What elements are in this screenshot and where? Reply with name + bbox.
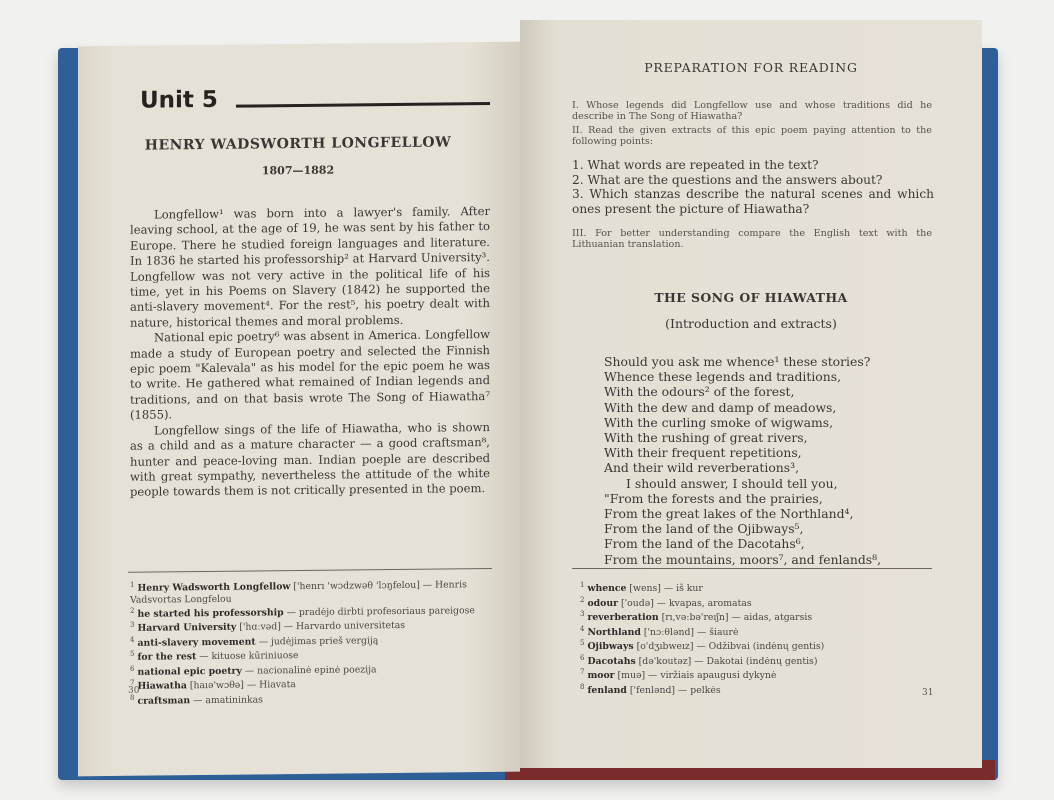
footnote-number: 7 <box>130 679 135 688</box>
footnote-number: 6 <box>580 653 585 662</box>
poem-line: With the odours² of the forest, <box>604 384 795 400</box>
footnote-gloss: — judėjimas prieš vergiją <box>258 635 379 648</box>
footnotes <box>580 580 930 696</box>
footnote <box>130 689 492 707</box>
poem-line: I should answer, I should tell you, <box>626 475 838 491</box>
footnote-divider <box>572 568 932 569</box>
footnote-number: 8 <box>580 682 585 691</box>
poem-line: And their wild reverberations³, <box>604 460 800 476</box>
footnote-gloss: ['oudə] — kvapas, aromatas <box>620 597 752 609</box>
footnote-number: 1 <box>580 581 585 589</box>
poem-line: With the rushing of great rivers, <box>604 430 808 446</box>
footnote-term: fenland <box>587 684 627 696</box>
footnote-gloss: [rı,vəːbə'reıʃn] — aidas, atgarsis <box>661 612 813 624</box>
footnote-number: 8 <box>130 693 135 702</box>
biography-text <box>130 204 490 500</box>
footnote-number: 3 <box>130 621 135 630</box>
task-2: II. Read the given extracts of this epic poem paying attention to the following points: <box>572 125 932 147</box>
footnote-term: for the rest <box>137 651 197 664</box>
footnote <box>580 638 930 653</box>
question: 1. What words are repeated in the text? <box>572 158 819 172</box>
poem-text <box>604 354 881 567</box>
footnote-gloss: — nacionalinė epinė poezija <box>244 664 377 677</box>
poem-title: THE SONG OF HIAWATHA <box>654 290 848 305</box>
footnote <box>580 580 930 595</box>
question-list <box>572 158 934 216</box>
footnote-divider <box>128 568 492 573</box>
poem-line: From the mountains, moors⁷, and fenlands⁸, <box>604 551 882 567</box>
footnote-term: anti-slavery movement <box>137 636 256 649</box>
footnote-term: national epic poetry <box>137 665 242 678</box>
poem-line: With the dew and damp of meadows, <box>604 399 837 415</box>
footnote-term: reverberation <box>587 612 659 624</box>
poem-line: From the great lakes of the Northland⁴, <box>604 506 854 522</box>
poem-line: "From the forests and the prairies, <box>604 490 823 506</box>
footnote-gloss: — amatininkas <box>193 694 263 707</box>
footnote <box>130 576 492 606</box>
footnote-number: 5 <box>580 639 585 647</box>
footnote-gloss: [o'dʒıbweız] — Odžibvai (indėnų gentis) <box>636 641 825 653</box>
unit-title: Unit 5 <box>140 86 218 114</box>
footnote-gloss: ['fenlənd] — pelkės <box>629 684 721 696</box>
footnote-term: moor <box>587 670 615 682</box>
footnote-term: Dacotahs <box>587 655 636 667</box>
footnote-number: 6 <box>130 664 135 673</box>
poem-line: With the curling smoke of wigwams, <box>604 414 834 430</box>
task-3: III. For better understanding compare the English text with the Lithuanian translation. <box>572 228 932 250</box>
footnote-number: 5 <box>130 650 135 659</box>
left-page <box>78 42 520 777</box>
footnote-number: 2 <box>580 595 585 604</box>
footnote-number: 1 <box>130 580 135 589</box>
footnote <box>580 682 930 697</box>
page-number: 30 <box>128 685 140 696</box>
page-number: 31 <box>922 688 934 698</box>
footnote-gloss: [haıə'wɔθə] — Hiavata <box>189 679 296 692</box>
right-page <box>520 20 982 768</box>
footnote-term: Henry Wadsworth Longfellow <box>137 581 291 594</box>
footnote-term: whence <box>587 583 627 595</box>
footnotes <box>130 576 492 707</box>
footnote-gloss: [wens] — iš kur <box>629 583 703 595</box>
footnote <box>580 653 930 668</box>
footnote-number: 2 <box>130 606 135 615</box>
footnote-number: 3 <box>580 610 585 618</box>
footnote-number: 4 <box>130 635 135 644</box>
author-years: 1807—1882 <box>261 163 335 178</box>
section-heading: PREPARATION FOR READING <box>644 60 858 75</box>
paragraph: Longfellow¹ was born into a lawyer's family. After leaving school, at the age of 19, he was sent by his father to Europe. There he studied foreign languages and literature. In 1836 he started his professorship² at Harvard University³. Longfellow was not very active in the political life of his time, yet in his Poems on Slavery (1842) he supported the anti-slavery movement⁴. For the rest⁵, his poetry dealt with nature, historical themes and moral problems. <box>130 203 490 330</box>
footnote <box>580 667 930 682</box>
footnote <box>580 624 930 639</box>
footnote-term: he started his professorship <box>137 607 284 620</box>
footnote-gloss: ['hɑːvəd] — Harvardo universitetas <box>239 620 406 634</box>
footnote <box>580 595 930 610</box>
footnote-term: Ojibways <box>587 641 634 653</box>
footnote-term: Hiawatha <box>137 680 187 693</box>
poem-line: Should you ask me whence¹ these stories? <box>604 354 871 369</box>
footnote-gloss: ['nɔːθlənd] — šiaurė <box>643 626 739 638</box>
unit-title-rule <box>236 102 490 108</box>
poem-line: From the land of the Ojibways⁵, <box>604 521 804 537</box>
paragraph: National epic poetry⁶ was absent in America. Longfellow made a study of European poetry and selected the Finnish epic poem "Kalevala" as his model for the epic poem he was to write. He gathered what remained of Indian legends and traditions, and on that basis wrote The Song of Hiawatha⁷ (1855). <box>130 327 490 423</box>
question: 3. Which stanzas describe the natural scenes and which ones present the picture of Hiawatha? <box>572 187 934 216</box>
footnote-number: 4 <box>580 624 585 633</box>
footnote-gloss: [muə] — viržiais apaugusi dykynė <box>617 670 777 682</box>
footnote-term: odour <box>587 597 618 609</box>
footnote-gloss: — kituose kūriniuose <box>199 650 299 663</box>
poem-line: With their frequent repetitions, <box>604 445 802 461</box>
footnote-term: Harvard University <box>137 622 237 635</box>
footnote <box>580 609 930 624</box>
task-1: I. Whose legends did Longfellow use and whose traditions did he describe in The Song of Hiawatha? <box>572 100 932 122</box>
poem-line: Whence these legends and traditions, <box>604 369 842 385</box>
footnote-gloss: — pradėjo dirbti profesoriaus pareigose <box>286 605 475 619</box>
poem-subtitle: (Introduction and extracts) <box>665 316 837 331</box>
footnote-term: Northland <box>587 626 641 638</box>
footnote-gloss: ['henrı 'wɔdzwəθ 'lɔŋfelou] — Henris Vadsvortas Longfelou <box>130 579 467 606</box>
poem-line: From the land of the Dacotahs⁶, <box>604 536 805 552</box>
footnote-term: craftsman <box>137 695 191 707</box>
footnote-gloss: [də'koutəz] — Dakotai (indėnų gentis) <box>638 655 818 667</box>
author-heading: HENRY WADSWORTH LONGFELLOW <box>144 134 452 154</box>
paragraph: Longfellow sings of the life of Hiawatha, who is shown as a child and as a mature character — a good craftsman⁸, hunter and peace-loving man. Indian poeple are described with great sympathy, nevertheless the attitude of the white people towards them is not critically presented in the poem. <box>130 419 490 500</box>
footnote-number: 7 <box>580 668 585 676</box>
question: 2. What are the questions and the answers about? <box>572 172 883 187</box>
